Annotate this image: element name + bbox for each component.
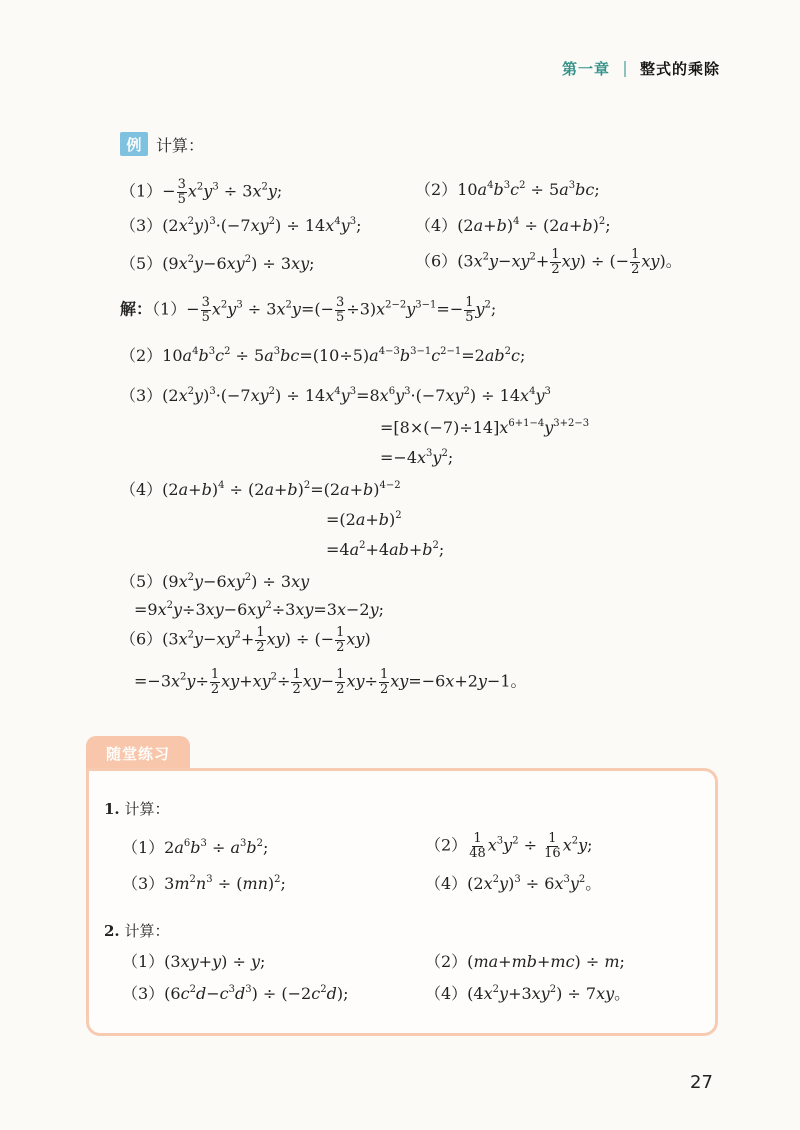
solution-4-line-3: $=4a^2+4ab+b^2$; — [326, 540, 445, 559]
solution-4-line-1: $(4)(2a+b)^4 \div (2a+b)^2=(2a+b)^{4-2}$ — [120, 480, 401, 499]
chapter-header — [562, 58, 720, 79]
solution-1: 解：（1）− $\frac{3}{5}$ $x^2y^3 \div 3x^2y=(-$ $\frac{3}{5}$ $\div 3)x^{2-2}y^{3-1}=-$ $\frac{1}{5}$ $y^2$; — [120, 295, 497, 325]
practice-question-1-heading — [104, 798, 169, 819]
practice-1-1: $(1)2a^6b^3 \div a^3b^2$; — [122, 838, 269, 857]
chapter-number: 第一章 — [561, 60, 610, 78]
chapter-title: 整式的乘除 — [639, 60, 720, 78]
solution-3-line-1: $(3)(2x^2y)^3\cdot(-7xy^2) \div 14x^4y^3=8x^6y^3\cdot(-7xy^2) \div 14x^4y^3$ — [120, 386, 551, 405]
problem-tag: （4） — [415, 216, 458, 235]
question-label: 计算： — [124, 800, 170, 818]
solution-3-line-3: $=-4x^3y^2$; — [380, 448, 454, 467]
solution-5-line-2: $=9x^2y\div 3xy-6xy^2\div 3xy=3x-2y$; — [134, 600, 385, 619]
example-heading — [120, 132, 204, 156]
solution-label: 解： — [120, 299, 153, 319]
solution-6-line-1: $(6)(3x^2y-xy^2+$ $\frac{1}{2}$ xy) ÷ (− $\frac{1}{2}$ xy) — [120, 625, 371, 655]
solution-3-line-2: $=[8\times(-7)\div 14]x^{6+1-4}y^{3+2-3}$ — [380, 418, 590, 437]
problem-tag: （2） — [415, 180, 458, 199]
practice-2-1: （1）(3xy+y) ÷ y; — [122, 952, 266, 971]
problem-4: $(4)(2a+b)^4 \div (2a+b)^2$; — [415, 216, 611, 235]
question-number: 1. — [104, 800, 120, 818]
problem-tag: （5） — [120, 254, 163, 273]
problem-2: $(2)10a^4b^3c^2 \div 5a^3bc$; — [415, 180, 600, 199]
problem-6: $(6)(3x^2y-xy^2+$ $\frac{1}{2}$ xy) ÷ (− $\frac{1}{2}$ xy)。 — [415, 247, 682, 277]
example-badge: 例 — [120, 132, 148, 156]
example-label: 计算： — [156, 135, 205, 155]
question-label: 计算： — [124, 922, 170, 940]
page-number: 27 — [690, 1072, 713, 1093]
solution-5-line-1: $(5)(9x^2y-6xy^2) \div 3xy$ — [120, 572, 310, 591]
practice-2-4: $(4)(4x^2y+3xy^2) \div 7xy$。 — [425, 984, 631, 1003]
problem-tag: （3） — [120, 216, 163, 235]
problem-5: $(5)(9x^2y-6xy^2) \div 3xy$; — [120, 254, 315, 273]
problem-3: $(3)(2x^2y)^3\cdot(-7xy^2) \div 14x^4y^3$; — [120, 216, 362, 235]
question-number: 2. — [104, 922, 120, 940]
problem-tag: （1） — [120, 181, 163, 201]
practice-tab: 随堂练习 — [86, 736, 190, 770]
practice-1-3: $(3)3m^2n^3 \div (mn)^2$; — [122, 874, 286, 893]
practice-question-2-heading — [104, 920, 169, 941]
solution-2: $(2)10a^4b^3c^2 \div 5a^3bc=(10\div 5)a^{4-3}b^{3-1}c^{2-1}=2ab^2c$; — [120, 346, 526, 365]
problem-tag: （6） — [415, 251, 458, 271]
solution-4-line-2: $=(2a+b)^2$ — [326, 510, 402, 529]
practice-1-2: （2） $\frac{1}{48}$ $x^3y^2$ ÷ $\frac{1}{16}$ $x^2y$; — [425, 831, 593, 861]
practice-1-4: $(4)(2x^2y)^3 \div 6x^3y^2$。 — [425, 874, 602, 893]
practice-2-3: $(3)(6c^2d-c^3d^3) \div (-2c^2d)$; — [122, 984, 349, 1003]
header-divider — [624, 61, 626, 77]
practice-2-2: （2）(ma+mb+mc) ÷ m; — [425, 952, 625, 971]
solution-6-line-2: $=-3x^2y\div$ $\frac{1}{2}$ $xy+xy^2\div$ $\frac{1}{2}$ xy− $\frac{1}{2}$ xy÷ $\frac{1}{2}$ xy=−6x+2y−1。 — [134, 667, 527, 697]
problem-1: （1）− $\frac{3}{5}$ $x^2y^3 \div 3x^2y$; — [120, 177, 283, 207]
